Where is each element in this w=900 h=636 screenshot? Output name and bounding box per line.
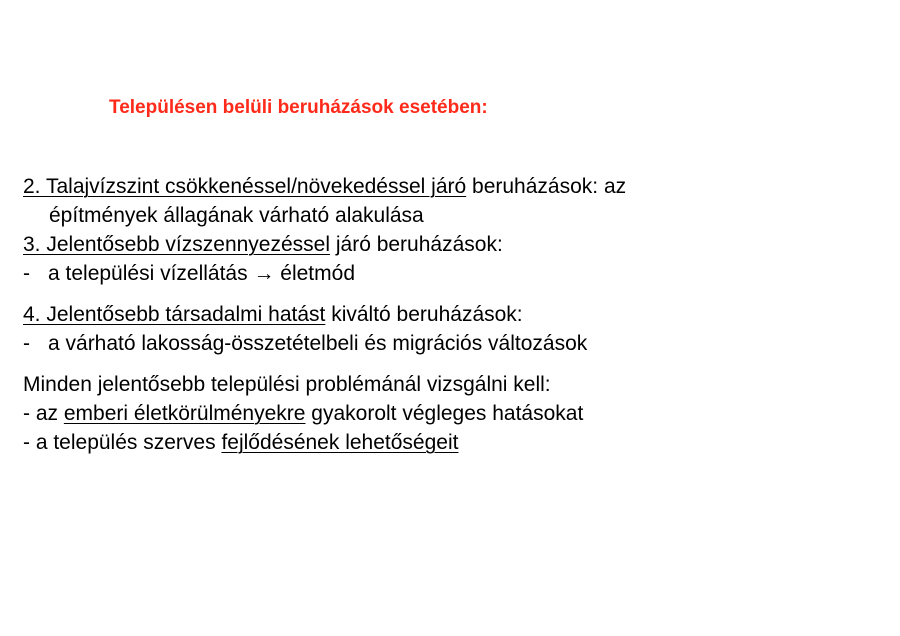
summary-line-2-prefix: - a település szerves [23, 431, 222, 454]
item-2-heading [23, 172, 883, 201]
item-4-bullet-text: a várható lakosság-összetételbeli és migrációs változások [48, 332, 588, 355]
item-3-underlined: 3. Jelentősebb vízszennyezéssel [23, 233, 331, 256]
summary-line-1-suffix: gyakorolt végleges hatásokat [305, 402, 584, 425]
item-4-bullet [23, 329, 883, 358]
spacer [23, 288, 883, 300]
summary-intro: Minden jelentősebb települési problémánál vizsgálni kell: [23, 373, 551, 396]
summary-line-2 [23, 428, 883, 457]
item-4-rest: kiváltó beruházások: [325, 303, 523, 326]
item-3-bullet-text: a települési vízellátás → életmód [48, 262, 355, 285]
item-3-rest: járó beruházások: [330, 233, 503, 256]
item-2-continuation: építmények állagának várható alakulása [49, 204, 424, 227]
slide-body [23, 172, 883, 457]
item-3-bullet-dash: - [23, 262, 30, 285]
item-2-rest: beruházások: az [466, 175, 627, 198]
summary-line-2-underlined: fejlődésének lehetőségeit [221, 431, 459, 454]
item-4-underlined: 4. Jelentősebb társadalmi hatást [23, 303, 326, 326]
item-4-heading [23, 300, 883, 329]
item-3-heading [23, 230, 883, 259]
spacer [23, 358, 883, 370]
summary-line-1-prefix: - az [23, 402, 64, 425]
item-3-bullet [23, 259, 883, 288]
summary-line-1-underlined: emberi életkörülményekre [63, 402, 306, 425]
item-4-bullet-dash: - [23, 332, 30, 355]
item-2-underlined: 2. Talajvízszint csökkenéssel/növekedéssel járó [23, 175, 467, 198]
slide-title: Településen belüli beruházások esetében: [109, 97, 488, 118]
summary-line-1 [23, 399, 883, 428]
